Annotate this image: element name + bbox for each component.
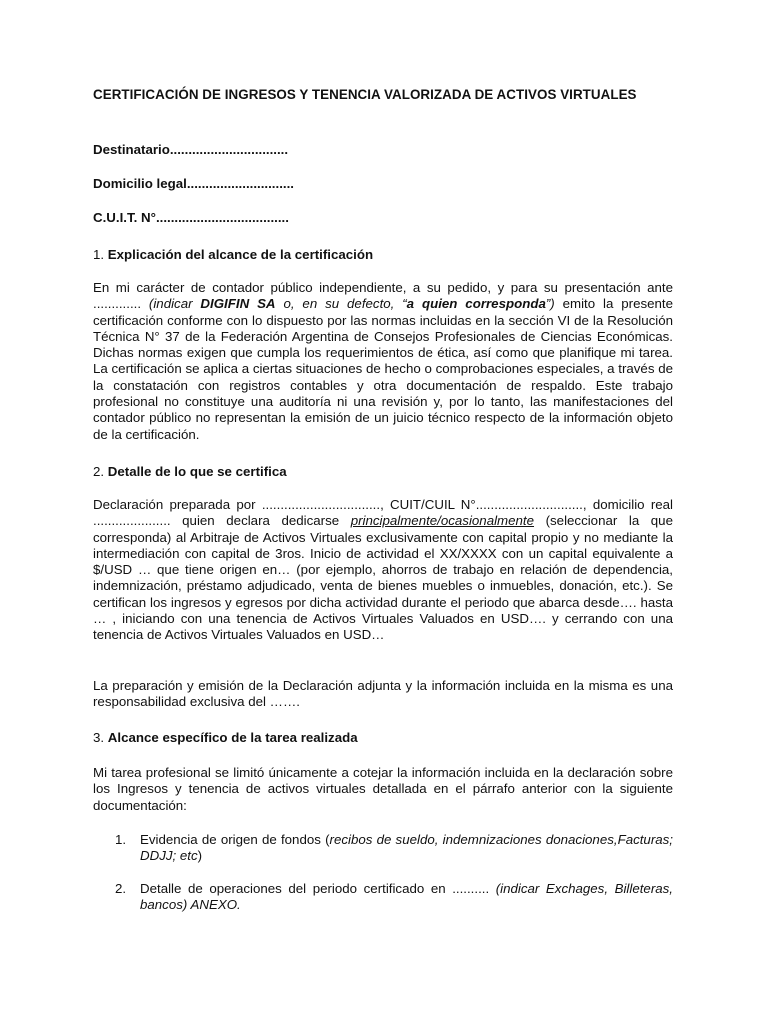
text-run: emito la presente certificación conforme con lo dispuesto por las normas incluidas en la sección VI de la Resolución Técnica N° 37 de la Federación Argentina de Consejos Profesionales de Ciencias Económicas. Dichas normas exigen que cumpla los requerimientos de ética, así como que planifique mi tarea. La certificación se aplica a ciertas situaciones de hecho o comprobaciones especiales, a través de la constatación con registros contables y otra documentación de respaldo. Este trabajo profesional no constituye una auditoría ni una revisión y, por lo tanto, las manifestaciones del contador público no representan la emisión de un juicio técnico respecto de la información objeto de la certificación. <box>93 296 674 442</box>
section-1-number: 1. <box>93 247 108 262</box>
document-title: CERTIFICACIÓN DE INGRESOS Y TENENCIA VALORIZADA DE ACTIVOS VIRTUALES <box>93 87 637 102</box>
section-2-paragraph-1 <box>93 497 673 644</box>
section-1-heading <box>93 247 673 262</box>
text-run-bold-italic: a quien corresponda <box>406 296 546 312</box>
text-run: (seleccionar la que corresponda) al Arbitraje de Activos Virtuales exclusivamente con capital propio y no mediante la intermediación con capital de 3ros. Inicio de actividad el XX/XXXX con un capital equivalente a $/USD … que tiene origen en… (por ejemplo, ahorros de trabajo en relación de dependencia, indemnización, préstamo adjudicado, venta de bienes muebles o inmuebles, donación, etc.). Se certifican los ingresos y egresos por dicha actividad durante el periodo que abarca desde…. hasta … , iniciando con una tenencia de Activos Virtuales Valuados en USD…. y cerrando con una tenencia de Activos Virtuales Valuados en USD… <box>93 513 673 643</box>
text-run: Declaración preparada por ................................, CUIT/CUIL N°............................., domicilio real ..................... quien declara dedicarse <box>93 497 673 529</box>
section-3-title: Alcance específico de la tarea realizada <box>107 730 358 745</box>
section-2-heading <box>93 464 673 479</box>
list-text <box>140 832 673 865</box>
text-run: ) <box>197 848 203 864</box>
section-2-title: Detalle de lo que se certifica <box>107 464 287 479</box>
section-3-heading <box>93 730 673 745</box>
list-number: 2. <box>115 881 127 896</box>
section-1-title: Explicación del alcance de la certificación <box>107 247 374 262</box>
text-run: Evidencia de origen de fondos ( <box>140 832 330 847</box>
domicilio-legal-field: Domicilio legal............................. <box>93 176 294 191</box>
list-text <box>140 881 673 914</box>
section-1-paragraph <box>93 280 673 443</box>
section-3-paragraph: Mi tarea profesional se limitó únicamente a cotejar la información incluida en la declaración sobre los Ingresos y tenencia de activos virtuales detallada en el párrafo anterior con la siguiente documentación: <box>93 765 673 813</box>
list-item <box>115 881 673 914</box>
destinatario-field: Destinatario................................ <box>93 142 289 157</box>
list-number: 1. <box>115 832 127 847</box>
text-run-bold-italic: DIGIFIN SA <box>200 296 276 312</box>
list-item <box>115 832 673 865</box>
text-run-italic: recibos de sueldo, indemnizaciones donaciones,Facturas; DDJJ; etc <box>140 832 673 864</box>
text-run: Detalle de operaciones del periodo certificado en .......... <box>140 881 496 896</box>
text-run-italic: o, en su defecto, “ <box>275 296 407 312</box>
text-run-italic: (indicar <box>148 296 201 312</box>
section-2-paragraph-2: La preparación y emisión de la Declaración adjunta y la información incluida en la misma es una responsabilidad exclusiva del ……. <box>93 678 673 710</box>
cuit-field: C.U.I.T. N°.................................... <box>93 210 289 225</box>
text-run-italic: (indicar Exchages, Billeteras, bancos) ANEXO. <box>140 881 673 913</box>
text-run-underlined: principalmente/ocasionalmente <box>350 513 535 529</box>
text-run: En mi carácter de contador público independiente, a su pedido, y para su presentación ante ............. <box>93 280 673 312</box>
section-2-number: 2. <box>93 464 108 479</box>
text-run-italic: ”) <box>545 296 555 312</box>
section-3-number: 3. <box>93 730 108 745</box>
